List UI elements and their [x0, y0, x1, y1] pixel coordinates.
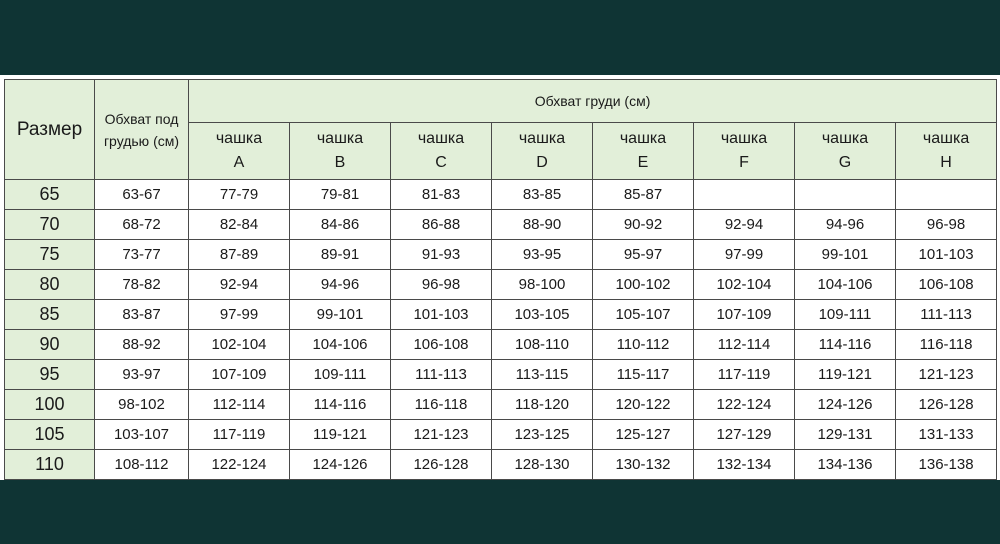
cup-value-cell: 116-118 — [896, 330, 997, 360]
cup-value-cell: 81-83 — [391, 180, 492, 210]
cup-value-cell: 77-79 — [189, 180, 290, 210]
cup-value-cell: 124-126 — [290, 450, 391, 480]
cup-value-cell: 100-102 — [593, 270, 694, 300]
size-cell: 90 — [5, 330, 95, 360]
cup-value-cell: 107-109 — [694, 300, 795, 330]
cup-value-cell: 90-92 — [593, 210, 694, 240]
cup-value-cell: 108-110 — [492, 330, 593, 360]
cup-value-cell: 117-119 — [189, 420, 290, 450]
underbust-cell: 98-102 — [95, 390, 189, 420]
table-row — [5, 420, 997, 450]
cup-word: чашка — [821, 130, 869, 147]
cup-value-cell: 121-123 — [896, 360, 997, 390]
cup-header-g — [795, 123, 896, 180]
cup-letter: B — [334, 154, 346, 171]
size-cell: 100 — [5, 390, 95, 420]
cup-header-c — [391, 123, 492, 180]
cup-value-cell: 99-101 — [290, 300, 391, 330]
cup-value-cell: 124-126 — [795, 390, 896, 420]
cup-header-h — [896, 123, 997, 180]
cup-header-e — [593, 123, 694, 180]
cup-word: чашка — [619, 130, 667, 147]
underbust-cell: 78-82 — [95, 270, 189, 300]
cup-value-cell: 82-84 — [189, 210, 290, 240]
cup-value-cell: 88-90 — [492, 210, 593, 240]
cup-value-cell: 116-118 — [391, 390, 492, 420]
size-cell: 70 — [5, 210, 95, 240]
table-row — [5, 300, 997, 330]
cup-value-cell: 117-119 — [694, 360, 795, 390]
cup-value-cell: 126-128 — [391, 450, 492, 480]
cup-value-cell: 129-131 — [795, 420, 896, 450]
cup-value-cell: 102-104 — [694, 270, 795, 300]
cup-word: чашка — [316, 130, 364, 147]
cup-value-cell: 121-123 — [391, 420, 492, 450]
underbust-cell: 68-72 — [95, 210, 189, 240]
header-size: Размер — [5, 80, 95, 180]
underbust-cell: 103-107 — [95, 420, 189, 450]
cup-value-cell: 109-111 — [290, 360, 391, 390]
cup-letter: A — [233, 154, 245, 171]
cup-value-cell: 114-116 — [795, 330, 896, 360]
cup-word: чашка — [720, 130, 768, 147]
table-row — [5, 210, 997, 240]
cup-value-cell: 101-103 — [896, 240, 997, 270]
cup-word: чашка — [417, 130, 465, 147]
cup-word: чашка — [518, 130, 566, 147]
cup-value-cell: 104-106 — [795, 270, 896, 300]
cup-letter: E — [637, 154, 649, 171]
cup-value-cell: 110-112 — [593, 330, 694, 360]
cup-value-cell — [694, 180, 795, 210]
cup-value-cell: 98-100 — [492, 270, 593, 300]
cup-value-cell: 84-86 — [290, 210, 391, 240]
cup-value-cell: 106-108 — [896, 270, 997, 300]
cup-value-cell: 106-108 — [391, 330, 492, 360]
size-cell: 75 — [5, 240, 95, 270]
table-row — [5, 270, 997, 300]
cup-value-cell: 122-124 — [189, 450, 290, 480]
cup-value-cell: 101-103 — [391, 300, 492, 330]
cup-value-cell: 86-88 — [391, 210, 492, 240]
cup-value-cell: 119-121 — [795, 360, 896, 390]
cup-value-cell: 91-93 — [391, 240, 492, 270]
cup-value-cell: 109-111 — [795, 300, 896, 330]
cup-value-cell: 136-138 — [896, 450, 997, 480]
table-row — [5, 240, 997, 270]
cup-word: чашка — [215, 130, 263, 147]
cup-value-cell: 89-91 — [290, 240, 391, 270]
cup-value-cell: 114-116 — [290, 390, 391, 420]
cup-value-cell: 102-104 — [189, 330, 290, 360]
cup-value-cell: 97-99 — [189, 300, 290, 330]
size-cell: 105 — [5, 420, 95, 450]
cup-value-cell: 92-94 — [189, 270, 290, 300]
cup-value-cell: 99-101 — [795, 240, 896, 270]
cup-value-cell: 85-87 — [593, 180, 694, 210]
cup-value-cell: 79-81 — [290, 180, 391, 210]
size-chart-table — [4, 79, 997, 480]
header-underbust: Обхват под грудью (см) — [95, 80, 189, 180]
cup-value-cell: 111-113 — [391, 360, 492, 390]
cup-value-cell: 120-122 — [593, 390, 694, 420]
cup-value-cell: 119-121 — [290, 420, 391, 450]
table-row — [5, 390, 997, 420]
table-row — [5, 450, 997, 480]
cup-value-cell: 126-128 — [896, 390, 997, 420]
size-cell: 85 — [5, 300, 95, 330]
cup-value-cell: 93-95 — [492, 240, 593, 270]
cup-value-cell: 92-94 — [694, 210, 795, 240]
cup-value-cell: 96-98 — [896, 210, 997, 240]
cup-value-cell: 131-133 — [896, 420, 997, 450]
cup-letter: F — [739, 154, 749, 171]
size-cell: 80 — [5, 270, 95, 300]
cup-value-cell: 118-120 — [492, 390, 593, 420]
underbust-cell: 83-87 — [95, 300, 189, 330]
cup-value-cell — [896, 180, 997, 210]
cup-header-b — [290, 123, 391, 180]
cup-value-cell: 113-115 — [492, 360, 593, 390]
table-row — [5, 330, 997, 360]
cup-value-cell: 94-96 — [795, 210, 896, 240]
cup-letter: C — [435, 154, 447, 171]
cup-value-cell: 122-124 — [694, 390, 795, 420]
cup-letter: H — [940, 154, 952, 171]
cup-value-cell: 112-114 — [189, 390, 290, 420]
cup-value-cell: 123-125 — [492, 420, 593, 450]
cup-header-a — [189, 123, 290, 180]
cup-word: чашка — [922, 130, 970, 147]
size-cell: 95 — [5, 360, 95, 390]
cup-value-cell: 132-134 — [694, 450, 795, 480]
cup-value-cell: 128-130 — [492, 450, 593, 480]
cup-value-cell: 97-99 — [694, 240, 795, 270]
cup-value-cell: 96-98 — [391, 270, 492, 300]
underbust-cell: 108-112 — [95, 450, 189, 480]
cup-value-cell: 111-113 — [896, 300, 997, 330]
table-body — [5, 180, 997, 480]
cup-letter: D — [536, 154, 548, 171]
cup-value-cell: 95-97 — [593, 240, 694, 270]
cup-letter: G — [838, 154, 852, 171]
cup-header-d — [492, 123, 593, 180]
cup-value-cell: 94-96 — [290, 270, 391, 300]
size-cell: 65 — [5, 180, 95, 210]
cup-value-cell — [795, 180, 896, 210]
table-row — [5, 360, 997, 390]
underbust-cell: 73-77 — [95, 240, 189, 270]
cup-value-cell: 104-106 — [290, 330, 391, 360]
cup-value-cell: 107-109 — [189, 360, 290, 390]
table-row — [5, 180, 997, 210]
cup-value-cell: 103-105 — [492, 300, 593, 330]
cup-value-cell: 134-136 — [795, 450, 896, 480]
underbust-cell: 63-67 — [95, 180, 189, 210]
cup-value-cell: 127-129 — [694, 420, 795, 450]
cup-value-cell: 125-127 — [593, 420, 694, 450]
cup-value-cell: 87-89 — [189, 240, 290, 270]
cup-value-cell: 83-85 — [492, 180, 593, 210]
underbust-cell: 93-97 — [95, 360, 189, 390]
cup-value-cell: 130-132 — [593, 450, 694, 480]
size-chart-frame — [0, 75, 1000, 480]
cup-value-cell: 112-114 — [694, 330, 795, 360]
size-cell: 110 — [5, 450, 95, 480]
underbust-cell: 88-92 — [95, 330, 189, 360]
cup-value-cell: 105-107 — [593, 300, 694, 330]
cup-header-f — [694, 123, 795, 180]
header-bust: Обхват груди (см) — [189, 80, 997, 123]
cup-value-cell: 115-117 — [593, 360, 694, 390]
